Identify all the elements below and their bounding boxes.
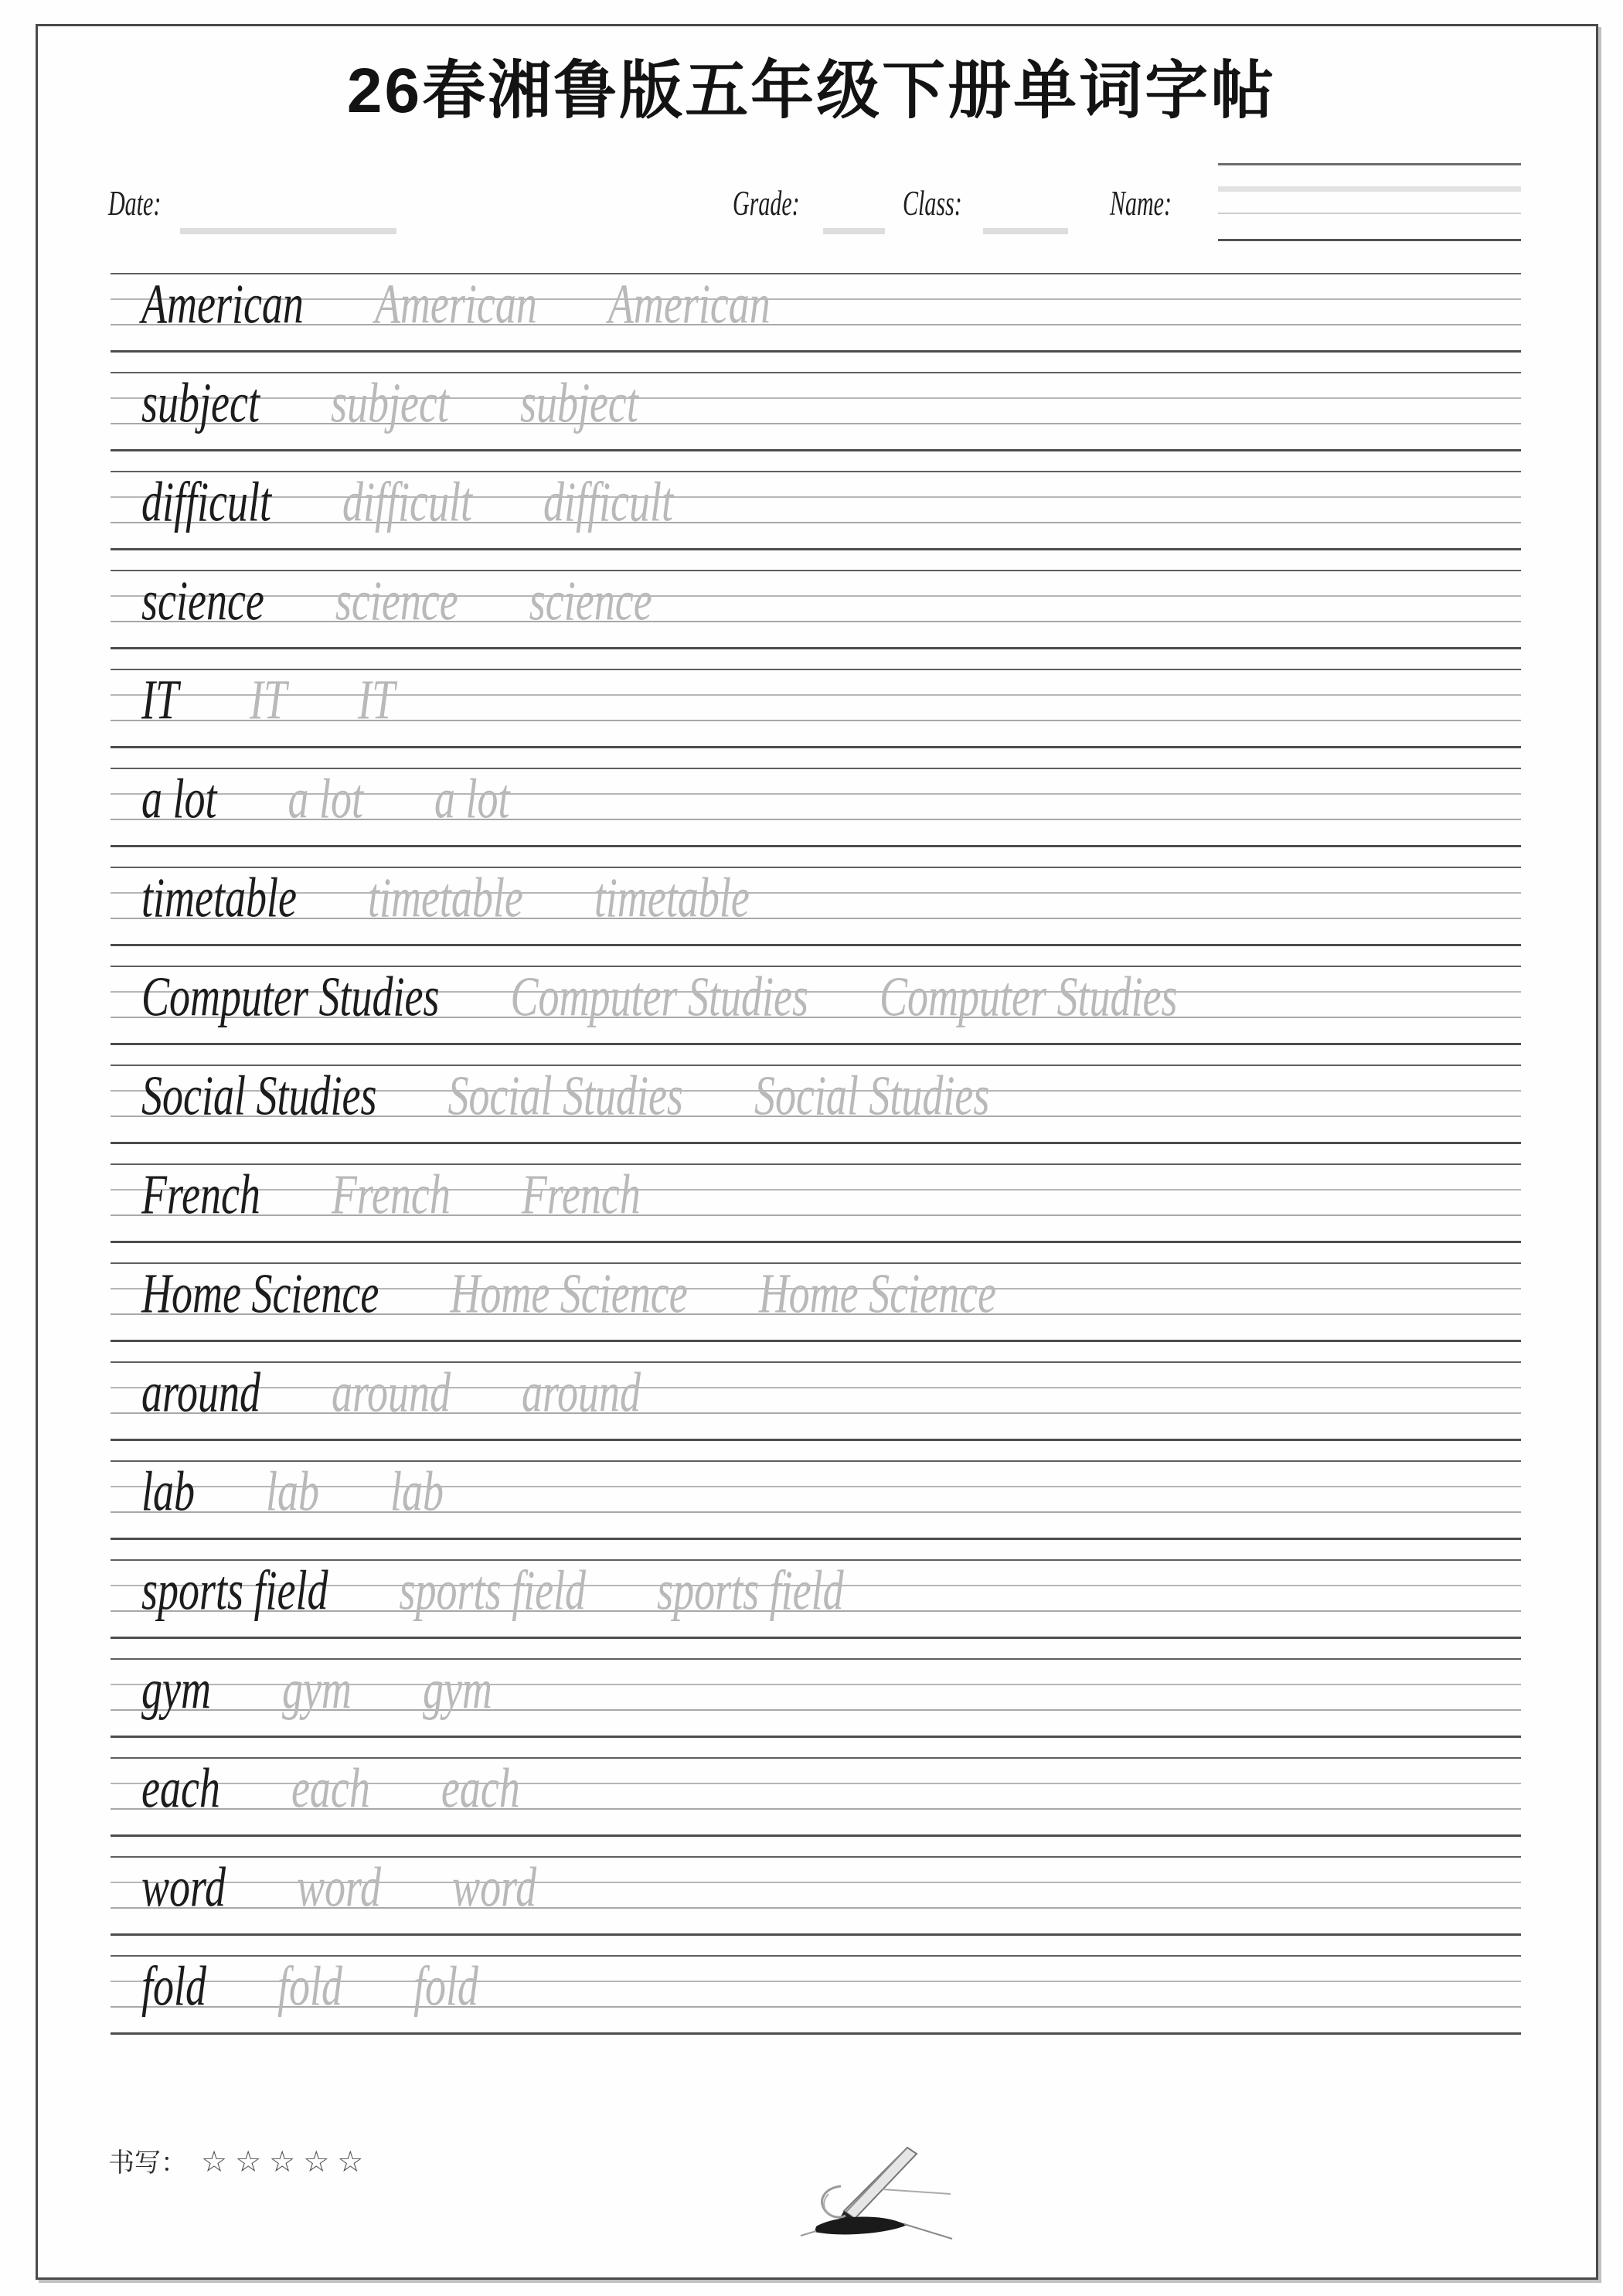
word-row <box>111 867 1521 946</box>
practice-word-trace: sports field <box>657 1558 844 1622</box>
practice-word-trace: word <box>297 1855 382 1919</box>
word-row <box>111 1955 1521 2035</box>
date-label: Date: <box>108 185 162 223</box>
word-row <box>111 471 1521 550</box>
practice-word-main: subject <box>141 371 260 434</box>
practice-word-trace: gym <box>422 1657 492 1721</box>
word-instances <box>141 1262 997 1325</box>
practice-word-main: Computer Studies <box>141 965 440 1028</box>
practice-word-trace: a lot <box>288 767 364 830</box>
practice-word-trace: Social Studies <box>447 1064 683 1127</box>
word-row <box>111 1757 1521 1837</box>
word-instances <box>141 767 510 830</box>
practice-word-trace: Computer Studies <box>880 965 1178 1028</box>
word-instances <box>141 1558 844 1622</box>
practice-word-trace: sports field <box>399 1558 587 1622</box>
word-row <box>111 768 1521 847</box>
word-row <box>111 1856 1521 1936</box>
practice-word-main: around <box>141 1361 261 1424</box>
word-instances <box>141 965 1178 1028</box>
practice-word-trace: Social Studies <box>754 1064 990 1127</box>
practice-word-trace: Computer Studies <box>510 965 808 1028</box>
page-title: 26春湘鲁版五年级下册单词字帖 <box>346 56 1277 126</box>
practice-word-trace: French <box>331 1163 451 1226</box>
footer-rating <box>108 2141 371 2179</box>
practice-word-trace: American <box>374 272 537 336</box>
date-fill-line <box>180 228 396 234</box>
practice-word-trace: difficult <box>543 470 673 533</box>
word-instances <box>141 866 750 929</box>
grade-label: Grade: <box>733 185 800 223</box>
practice-word-main: sports field <box>141 1558 328 1622</box>
practice-word-main: Social Studies <box>141 1064 377 1127</box>
practice-word-main: gym <box>141 1657 211 1721</box>
word-row <box>111 1559 1521 1639</box>
word-row <box>111 1065 1521 1144</box>
practice-word-trace: around <box>332 1361 451 1424</box>
word-row <box>111 1460 1521 1540</box>
word-instances <box>141 1361 641 1424</box>
practice-word-main: fold <box>141 1954 207 2018</box>
word-row <box>111 1262 1521 1342</box>
practice-word-trace: fold <box>413 1954 479 2018</box>
practice-word-trace: science <box>529 569 652 632</box>
rating-label: 书写： <box>108 2148 187 2178</box>
practice-word-trace: science <box>335 569 458 632</box>
practice-word-main: word <box>141 1855 226 1919</box>
practice-word-main: IT <box>141 668 179 731</box>
header-fields <box>108 185 1229 247</box>
practice-word-trace: Home Science <box>450 1262 688 1325</box>
grade-fill-line <box>823 228 885 234</box>
word-row <box>111 273 1521 353</box>
practice-word-trace: fold <box>277 1954 343 2018</box>
practice-word-trace: around <box>522 1361 641 1424</box>
class-label: Class: <box>903 185 962 223</box>
word-instances <box>141 1163 641 1226</box>
practice-word-main: French <box>141 1163 260 1226</box>
word-instances <box>141 1064 990 1127</box>
word-instances <box>141 1460 444 1523</box>
practice-word-trace: subject <box>519 371 638 434</box>
practice-word-trace: gym <box>281 1657 352 1721</box>
practice-word-trace: word <box>452 1855 537 1919</box>
practice-word-main: Home Science <box>141 1262 379 1325</box>
practice-word-trace: each <box>441 1756 520 1820</box>
page-border-frame <box>36 24 1598 2280</box>
word-row <box>111 1361 1521 1441</box>
practice-word-trace: IT <box>358 668 396 731</box>
word-instances <box>141 1855 537 1919</box>
practice-word-main: lab <box>141 1460 196 1523</box>
word-row <box>111 372 1521 451</box>
word-instances <box>141 1657 492 1721</box>
practice-word-trace: IT <box>250 668 288 731</box>
hand-writing-pen-icon <box>790 2146 960 2251</box>
word-instances <box>141 272 771 336</box>
class-fill-line <box>983 228 1068 234</box>
practice-word-main: science <box>141 569 264 632</box>
practice-word-trace: timetable <box>367 866 523 929</box>
word-instances <box>141 569 652 632</box>
practice-word-trace: a lot <box>434 767 510 830</box>
practice-word-trace: each <box>291 1756 370 1820</box>
practice-word-main: American <box>141 272 304 336</box>
practice-word-main: timetable <box>141 866 297 929</box>
practice-word-trace: French <box>521 1163 641 1226</box>
practice-word-main: difficult <box>141 470 271 533</box>
word-row <box>111 1658 1521 1738</box>
name-writing-grid <box>1218 163 1521 241</box>
practice-word-trace: Home Science <box>758 1262 997 1325</box>
word-instances <box>141 668 396 731</box>
practice-word-trace: lab <box>390 1460 444 1523</box>
word-row <box>111 570 1521 649</box>
word-row <box>111 1163 1521 1243</box>
practice-word-main: each <box>141 1756 220 1820</box>
word-instances <box>141 1954 479 2018</box>
word-instances <box>141 1756 520 1820</box>
word-instances <box>141 470 673 533</box>
practice-word-trace: American <box>607 272 771 336</box>
practice-word-trace: subject <box>330 371 449 434</box>
word-row <box>111 669 1521 748</box>
word-instances <box>141 371 638 434</box>
practice-word-trace: difficult <box>342 470 472 533</box>
practice-word-main: a lot <box>141 767 217 830</box>
practice-word-trace: timetable <box>594 866 750 929</box>
name-label: Name: <box>1110 185 1172 223</box>
rating-stars-icon: ☆☆☆☆☆ <box>201 2144 372 2178</box>
word-row <box>111 966 1521 1045</box>
practice-word-trace: lab <box>266 1460 320 1523</box>
